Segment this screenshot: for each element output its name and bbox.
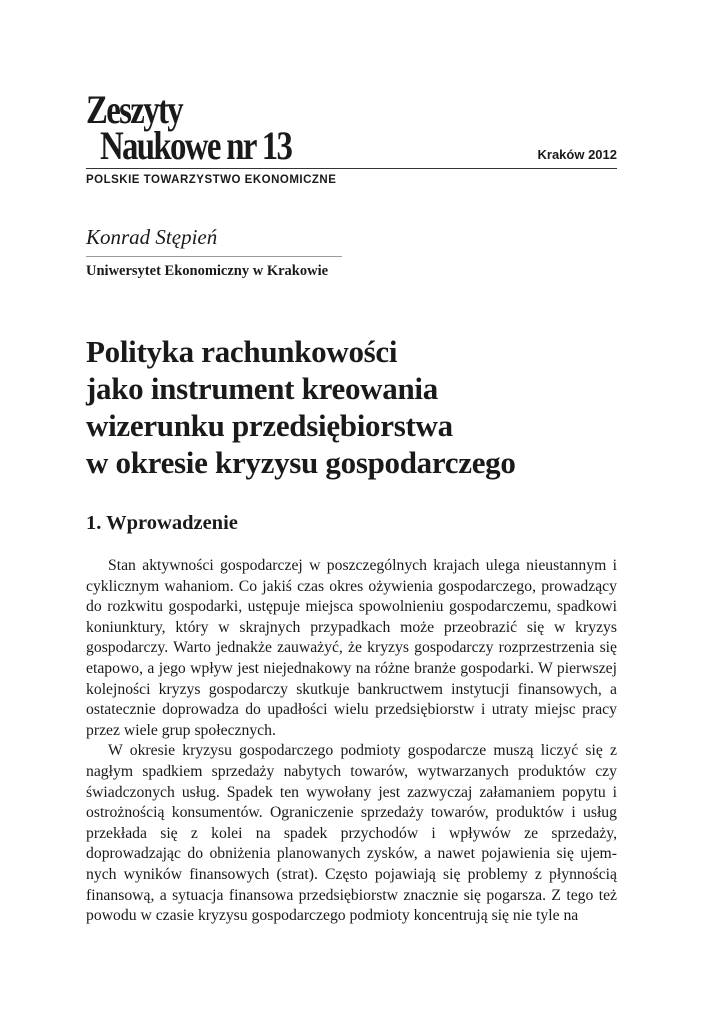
place-year: Kraków 2012	[537, 147, 617, 162]
society-name: POLSKIE TOWARZYSTWO EKONOMICZNE	[86, 174, 337, 186]
article-title-line: wizerunku przedsiębiorstwa	[86, 408, 453, 443]
paragraph: W okresie kryzysu gospodarczego podmioty gospodarcze muszą liczyć się z nagłym spadkiem sprzedaży nabytych towarów, wytwarzanych produktów czy świadczonych usług. Spadek ten wywołany jest zazwyczaj załamaniem popytu i ostrożnością konsumentów. Ograniczenie sprzedaży towarów, produktów i usług przekłada się z kolei na spadek przychodów i wpływów ze sprzedaży, doprowadzając do obniżenia planowanych zysków, a nawet pojawienia się ujemnych wyników finansowych (strat). Często pojawiają się problemy z płynnością finansową, a sytuacja finansowa przedsiębiorstw znacznie się pogarsza. Z tego też powodu w czasie kryzysu gospodarczego podmioty koncentrują się nie tyle na	[86, 742, 617, 925]
section-heading: 1. Wprowadzenie	[86, 512, 238, 534]
journal-title-line-2: Naukowe nr 13	[100, 123, 292, 168]
article-title-line: Polityka rachunkowości	[86, 334, 398, 369]
article-title	[86, 333, 617, 481]
masthead-divider	[86, 168, 617, 169]
author-divider	[86, 256, 342, 257]
masthead	[86, 87, 617, 170]
article-title-line: jako instrument kreowania	[86, 371, 438, 406]
article-title-line: w okresie kryzysu gospodarczego	[86, 445, 516, 480]
author-affiliation: Uniwersytet Ekonomiczny w Krakowie	[86, 263, 329, 279]
body-text	[86, 556, 617, 927]
journal-title-line-1: Zeszyty	[86, 87, 183, 132]
author-name: Konrad Stępień	[86, 225, 218, 249]
paragraph: Stan aktywności gospodarczej w poszczególnych krajach ulega nieustannym i cyklicznym wahaniom. Co jakiś czas okres ożywienia gospodarczego, prowadzący do rozkwitu gospodarki, ustępuje miejsca spowolnieniu gospodarczemu, spadkowi koniunktury, który w skrajnych przypadkach może przeobrazić się w kryzys gospodarczy. Warto jednakże zauważyć, że kryzys gospodarczy rozprzestrzenia się etapowo, a jego wpływ jest niejednakowy na różne branże gospodarki. W pierwszej kolejności kryzys gospodarczy skutkuje bankructwem instytucji finansowych, a ostatecznie doprowadza do upadłości wielu przedsiębiorstw i utraty miejsc pracy przez wiele grup społecznych.	[86, 557, 617, 739]
